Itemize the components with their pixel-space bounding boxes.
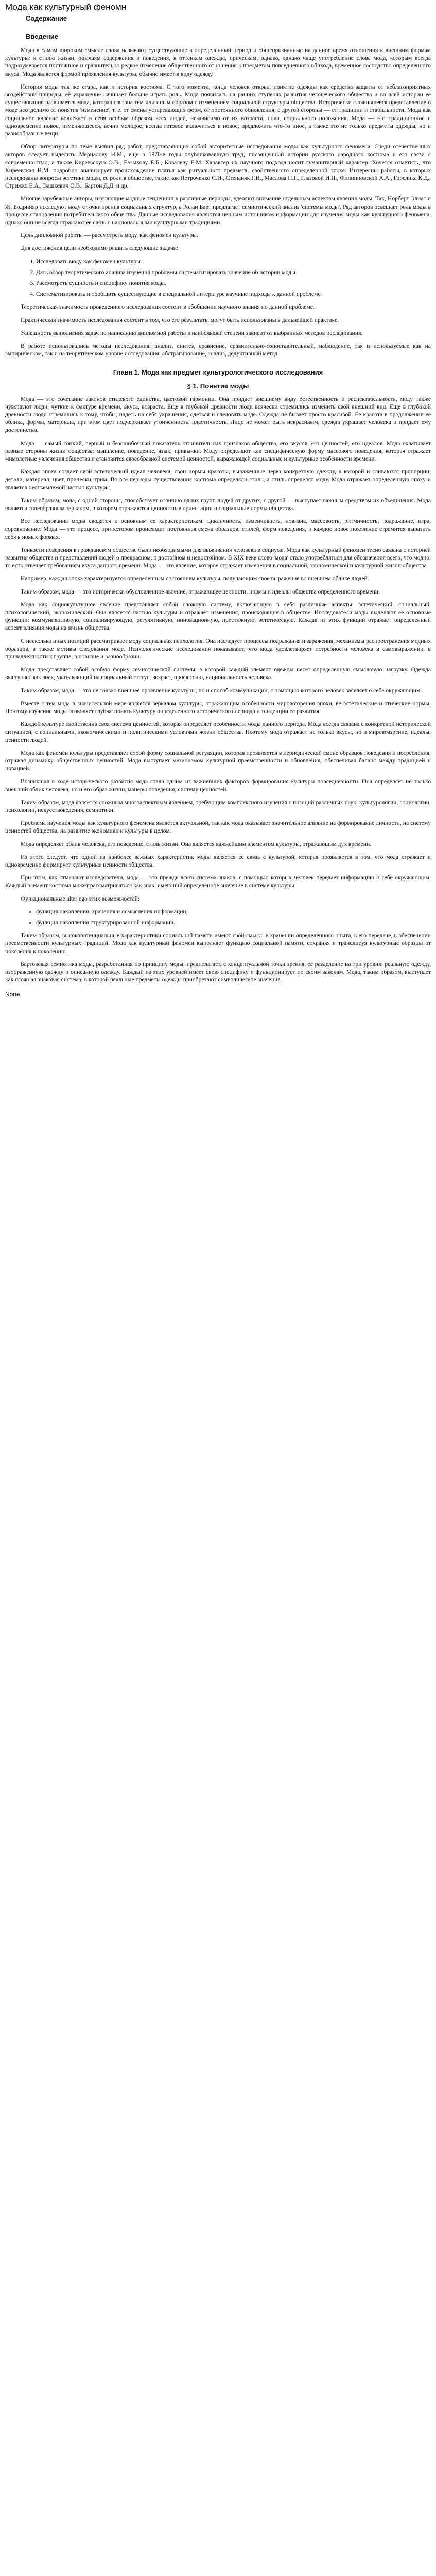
- chapter-paragraph-13: Вместе с тем мода в значительной мере является зеркалом культуры, отражающим особенности мировоззрения эпохи, ее эстетические и этические нормы. Поэтому изучение моды позволяет глубже понять культуру определенного исторического периода и тенденции ее развития.: [5, 700, 431, 715]
- intro-paragraph-6: Для достижения цели необходимо решить следующие задачи:: [21, 245, 179, 252]
- intro-paragraph-7: Теоретическая значимость проведенного исследования состоит в обобщении научного знания по данной проблеме.: [21, 303, 315, 311]
- list-item: 3. Рассмотреть сущность и специфику понятия моды.: [36, 279, 431, 287]
- chapter-paragraph-20: Из этого следует, что одной из наиболее важных характеристик моды является ее связь с культурой, которая проявляется в том, что мода отражает и одновременно формирует культурные ценности общества.: [5, 853, 431, 869]
- chapter-1-heading: Глава 1. Мода как предмет культурологического исследования: [113, 368, 323, 376]
- document-title: Мода как культурный феномн: [5, 2, 127, 12]
- intro-heading: Введение: [26, 32, 58, 40]
- intro-paragraph-9: Успешность выполнения задач по написанию дипломной работы в наибольшей степени зависит от выбранных методов исследования.: [21, 329, 363, 336]
- chapter-paragraph-5: Все исследования моды сводятся к основным ее характеристикам: цикличность, изменчивость, новизна, массовость, ритмичность, подражание, игра, соревнование. Мода — это процесс, при котором происходит постоянная смена образцов, стилей, форм поведения, и каждое новое поколение стремится выразить себя в новых формах.: [5, 518, 431, 540]
- chapter-paragraph-7: Например, каждая эпоха характеризуется определенным состоянием культуры, получающим свое выражение во внешнем облике людей.: [21, 575, 369, 582]
- intro-paragraph-3: Обзор литературы по теме выявил ряд работ, представляющих собой авторитетные исследования моды как культурного феномена. Среди отечественных авторов следует выделить Мерцалову Н.М., еще в 1970-е годы опубликовавшую труд, посвященный истории русского народного костюма и его связи с современностью, а также Киреевскую О.В., Евзыхову Е.Б., Ковалеву Е.М. Характер их научного подхода носит гуманитарный характер. Хочется отметить, что Киреевская Н.М. подробно анализирует происхождение платья как ритуального предмета, свойственного определенной эпохе. Интересны работы, в которых исследованы вопросы эстетики моды, ее роли в обществе, такие как Петроченко С.И., Степаняк Г.И., Маслова Н.Г., Глазовой И.Н., Филипповской А.А., Горелика К.Д., Стрижко Е.А., Вашкевич О.В., Бартон Д.Д. и др.: [5, 143, 431, 190]
- chapter-paragraph-6: Тонкости поведения в гражданском обществе были необходимыми для выживания человека в социуме. Мода как культурный феномен тесно связана с историей развития общества и представлений людей о прекрасном, о достойном и недостойном. В XIX веке слово 'мода' стало употребляться для обозначения всего, что модно, то есть отвечает требованиям вкуса данного времени. Мода — это явление, которое отражает изменения в социальной, экономической и культурной жизни общества.: [5, 546, 431, 569]
- chapter-1-body: [5, 395, 431, 903]
- list-item: 4. Систематизировать и обобщить существующие в специальной литературе научные подходы к данной проблеме.: [36, 290, 431, 298]
- chapter-paragraph-16: Возникшая в ходе исторического развития мода стала одним из важнейших факторов формирования культуры повседневности. Она определяет не только внешний облик человека, но и его образ жизни, манеры поведения, систему ценностей.: [5, 778, 431, 793]
- chapter-paragraph-21: При этом, как отмечают исследователи, мода — это прежде всего система знаков, с помощью которых человек передает информацию о себе окружающим. Каждый элемент костюма может рассматриваться как знак, имеющий определенное значение в системе культуры.: [5, 874, 431, 889]
- intro-section: [5, 46, 431, 252]
- chapter-paragraph-10: С несколько иных позиций рассматривает моду социальная психология. Она исследует процессы подражания и заражения, механизмы распространения модных образцов, а также мотивы следования моде. Психологические исследования показывают, что мода удовлетворяет потребности человека в самовыражении, в принадлежности к группе, в новизне и разнообразии.: [5, 637, 431, 660]
- chapter-paragraph-19: Мода определяет облик человека, его поведение, стиль жизни. Она является важнейшим элементом культуры, отражающим дух времени.: [21, 840, 372, 848]
- document-page: [0, 0, 436, 1010]
- functions-list: [5, 908, 431, 926]
- chapter-paragraph-11: Мода представляет собой особую форму семиотической системы, в которой каждый элемент одежды несет определенную смысловую нагрузку. Одежда выступает как знак, указывающий на социальный статус, возраст, профессию, национальность человека.: [5, 666, 431, 681]
- tasks-list: [5, 258, 431, 298]
- list-item: • функция накопления структурированной информации.: [36, 919, 431, 926]
- chapter-paragraph-8: Таким образом, мода — это исторически обусловленное явление, отражающее ценности, нормы и идеалы общества определенного времени.: [21, 588, 380, 595]
- chapter-paragraph-4: Таким образом, мода, с одной стороны, способствует отличию одних групп людей от других, с другой — выступает важным средством их объединения. Мода является своеобразным зеркалом, в котором отражаются ценностные ориентации и социальные нормы общества.: [5, 497, 431, 512]
- list-item: 1. Исследовать моду как феномен культуры.: [36, 258, 431, 265]
- chapter-paragraph-17: Таким образом, мода является сложным многоаспектным явлением, требующим комплексного изучения с позиций различных наук: культурологии, социологии, психологии, искусствоведения, семиотики.: [5, 799, 431, 814]
- closing-paragraph-1: Таким образом, высокопотенциальные характеристики социальной памяти имеют свой смысл: в хранении определенного опыта, в его передаче, в обеспечении преемственности культурных традиций. Мода как культурный феномен выполняет функцию социальной памяти, сохраняя и транслируя культурные образцы от поколения к поколению.: [5, 932, 431, 955]
- intro-paragraph-4: Многие зарубежные авторы, изучающие модные тенденции в различные периоды, уделяют внимание отдельным аспектам явления моды. Так, Норберт Элиас и Ж. Бодрийяр исследуют моду с точки зрения социальных структур, а Ролан Барт предлагает семиотический анализ 'системы моды'. Ряд авторов освещает роль моды в процессе становления потребительского общества. Данные исследования являются ценным источником информации для изучения моды как культурного феномена, однако они не всегда отражают ее связь с национальными культурными традициями.: [5, 195, 431, 226]
- list-item: 2. Дать обзор теоретического анализа изучения проблемы систематизировать значение об истории моды.: [36, 268, 431, 276]
- chapter-paragraph-18: Проблема изучения моды как культурного феномена является актуальной, так как мода оказывает значительное влияние на формирование личности, на систему ценностей общества, на развитие экономики и культуры в целом.: [5, 820, 431, 835]
- toc-label: Содержание: [26, 14, 67, 22]
- section-1-1-heading: § 1. Понятие моды: [187, 382, 249, 390]
- chapter-paragraph-3: Каждая эпоха создает свой эстетический идеал человека, свои нормы красоты, выраженные через конкретную одежду, в которой и сливаются пропорции, детали, материал, цвет, прически, грим. Во все периоды существования костюма определяли стиль, а стиль определял моду. Мода отражает определенную эпоху и является неотъемлемой частью культуры.: [5, 468, 431, 491]
- intro-paragraph-1: Мода в самом широком смысле слова называют существующие в определенный период и общепризнанные на данное время отношения к внешним формам культуры: к стилю жизни, обычаям содержания и поведения, к оттенкам одежды, прическам, однако, однако чаще употребление слова мода, которым всегда подразумевается постоянное и сравнительно редкое изменение общественного отношения к предметам повседневного обихода, временное господство определенного вкуса. Мода является формой проявления культуры, обычно имеет в виду одежду.: [5, 47, 431, 77]
- footer-note: None: [5, 991, 20, 998]
- chapter-paragraph-14: Каждой культуре свойственна своя система ценностей, которая определяет особенности моды данного периода. Мода всегда связана с конкретной исторической ситуацией, с социальными, экономическими и политическими условиями жизни общества. Поэтому мода отражает не только вкусы, но и мировоззрение, идеалы, ценности людей.: [5, 721, 431, 743]
- closing-paragraph-2: Бартовская семиотика моды, разработанная по принципу моды, предполагает, с концептуальной точки зрения, её разделение на три уровня: реальную одежду, изображенную одежду и описанную одежду. Каждый из этих уровней имеет свою специфику и функционирует по своим законам. Мода, таким образом, выступает как сложная знаковая система, в которой реальные предметы одежды приобретают символическое значение.: [5, 960, 431, 984]
- chapter-paragraph-1: Мода — это сочетание законов стилевого единства, цветовой гармонии. Она придает внешнему виду естественность и респектабельность, моду также чувствуют люди, чуткие к фактуре времени, вкуса, возраста. Еще в глубокой древности люди всячески стремились изменить свой внешний вид. Еще в глубокой древности люди стремились к тому, чтобы, надеть на себя украшения, одеться и следовать моде. Одежда не бывает просто красивой. Ее красота в продолжении ее облика, формы, материала, при этом цвет подчеркивает утонченность, пластичность. Лицо не может быть некрасивым, одежда украшает человека и придает ему достоинство.: [5, 395, 431, 434]
- intro-paragraph-8: Практическая значимость исследования состоит в том, что его результаты могут быть использованы в дальнейшей практике.: [21, 316, 339, 324]
- intro-paragraph-5: Цель дипломной работы — рассмотреть моду, как феномен культуры.: [21, 232, 198, 239]
- intro-paragraph-2: История моды так же стара, как и история костюма. С того момента, когда человек открыл понятие одежды как средства защиты от неблагоприятных воздействий природы, её украшение начинает больше играть роль. Мода появилась на ранних ступенях развития человеческого общества и во всей истории её существования развивается мода, которая связана тем или иным образом с изменением социальной структуры общества. Исторически сложившееся представление о моде неотделимо от понятия 'изменение', т. е. от смены устаревающих форм, от постоянного обновления, с другой стороны — от традиции и стабильности. Мода как социальное явление вовлекает в себя особым образом всех людей, независимо от их возраста, пола, социального положения. Мода — это традиционное и одновременно новое, изменяющееся, вечно молодое, всегда готовое включиться в новое, предложить что-то иное, а также это не только предметы одежды, но и разнообразные вещи.: [5, 83, 431, 138]
- chapter-paragraph-22: Функциональные alter ego этих возможностей:: [21, 895, 140, 902]
- closing-section: [5, 931, 431, 984]
- list-item: • функция накопления, хранения и осмысления информации;: [36, 908, 431, 916]
- chapter-paragraph-2: Мода — самый тонкий, верный и безошибочный показатель отличительных признаков общества, его вкусов, его ценностей, его идеалов. Мода охватывает разные стороны жизни общества: мышление, поведение, язык, привычки. Моду определяют как специфическую форму массового поведения, которая отражает мимолетные увлечения общества и становится своеобразной системой ценностей, выражающей социальные и культурные особенности времени.: [5, 439, 431, 462]
- intro-paragraph-10: В работе использовались методы исследования: анализ, синтез, сравнение, сравнительно-сопоставительный, наблюдение, так и используемые как на эмпирическом, так и на теоретическом уровне исследования: абстрагирование, анализ, дедуктивный метод.: [5, 343, 431, 358]
- chapter-paragraph-15: Мода как феномен культуры представляет собой форму социальной регуляции, которая проявляется в периодической смене образцов поведения и потребления, отражая динамику общественных ценностей. Мода выступает механизмом культурной преемственности и обновления, обеспечивая баланс между традицией и новацией.: [5, 749, 431, 772]
- intro-section-2: [5, 303, 431, 358]
- chapter-paragraph-9: Мода как социокультурное явление представляет собой сложную систему, включающую в себя различные аспекты: эстетический, социальный, психологический, экономический. Она является частью культуры и отражает изменения, происходящие в обществе. Исследователи моды выделяют ее основные функции: коммуникативную, социализирующую, регулятивную, инновационную, престижную, эстетическую. Каждая из этих функций отражает определенный аспект влияния моды на жизнь общества.: [5, 601, 431, 632]
- chapter-paragraph-12: Таким образом, мода — это не только внешнее проявление культуры, но и способ коммуникации, с помощью которого человек заявляет о себе окружающим.: [21, 687, 422, 694]
